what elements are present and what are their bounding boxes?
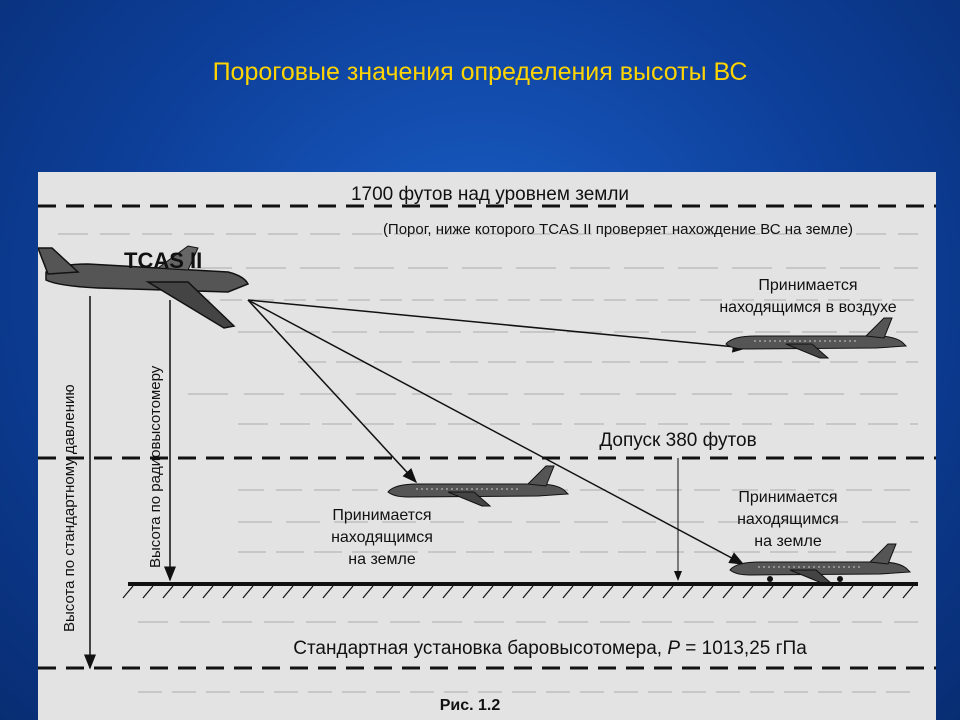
air-label-line1: Принимается	[758, 277, 858, 294]
ground-mid-line3: на земле	[348, 551, 416, 568]
ground-mid-line1: Принимается	[332, 507, 432, 524]
ground-right-line2: находящимся	[737, 511, 839, 528]
ground-right-line1: Принимается	[738, 489, 838, 506]
top-note-label: (Порог, ниже которого TCAS II проверяет нахождение ВС на земле)	[382, 221, 854, 238]
tcas-label: TCAS II	[124, 248, 203, 273]
ground-aircraft-mid-icon	[388, 466, 568, 506]
ground-mid-line2: находящимся	[331, 529, 433, 546]
slide-title: Пороговые значения определения высоты ВС	[212, 58, 748, 86]
altitude-threshold-diagram	[38, 172, 936, 720]
vertical-radio-label: Высота по радиовысотомеру	[147, 365, 164, 568]
baro-setting-label: Стандартная установка баровысотомера, P = 1013,25 гПа	[293, 638, 807, 659]
tolerance-label: Допуск 380 футов	[599, 430, 757, 451]
ground-right-line3: на земле	[754, 533, 822, 550]
airborne-aircraft-icon	[726, 318, 906, 358]
top-line-label: 1700 футов над уровнем земли	[350, 184, 630, 205]
figure-caption: Рис. 1.2	[439, 697, 501, 714]
air-label-line2: находящимся в воздухе	[719, 299, 897, 316]
ground-aircraft-right-icon	[730, 544, 910, 584]
figure-panel	[38, 172, 936, 720]
vertical-baro-label: Высота по стандартному давлению	[61, 384, 78, 632]
